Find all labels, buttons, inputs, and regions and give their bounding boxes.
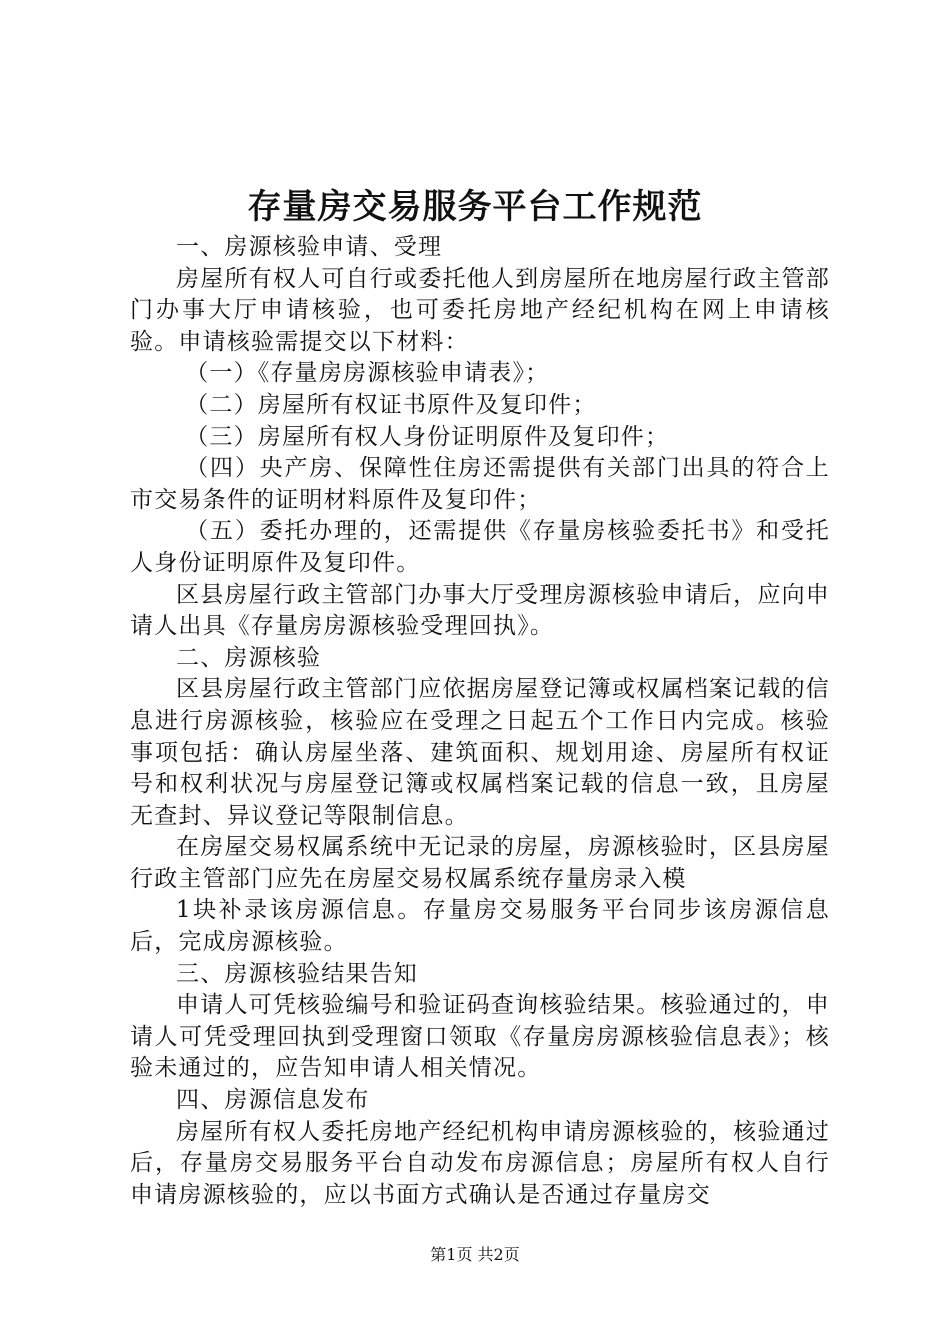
list-item: （四）央产房、保障性住房还需提供有关部门出具的符合上市交易条件的证明材料原件及复印件； xyxy=(130,455,830,513)
document-title: 存量房交易服务平台工作规范 xyxy=(247,187,703,227)
paragraph: 区县房屋行政主管部门应依据房屋登记簿或权属档案记载的信息进行房源核验，核验应在受理之日起五个工作日内完成。核验事项包括：确认房屋坐落、建筑面积、规划用途、房屋所有权证号和权利状况与房屋登记簿或权属档案记载的信息一致，且房屋无查封、异议登记等限制信息。 xyxy=(130,676,830,829)
list-item: （三）房屋所有权人身份证明原件及复印件； xyxy=(185,423,670,450)
list-item: （二）房屋所有权证书原件及复印件； xyxy=(185,391,597,418)
paragraph: 区县房屋行政主管部门办事大厅受理房源核验申请后，应向申请人出具《存量房房源核验受理回执》。 xyxy=(130,581,830,640)
section-heading-1: 一、房源核验申请、受理 xyxy=(176,234,443,260)
paragraph: 房屋所有权人可自行或委托他人到房屋所在地房屋行政主管部门办事大厅申请核验，也可委托房地产经纪机构在网上申请核验。申请核验需提交以下材料： xyxy=(130,265,830,355)
section-heading-4: 四、房源信息发布 xyxy=(176,1087,370,1114)
section-heading-3: 三、房源核验结果告知 xyxy=(176,960,418,987)
paragraph: 申请人可凭核验编号和验证码查询核验结果。核验通过的，申请人可凭受理回执到受理窗口领取《存量房房源核验信息表》；核验未通过的，应告知申请人相关情况。 xyxy=(130,992,830,1082)
paragraph: 房屋所有权人委托房地产经纪机构申请房源核验的，核验通过后，存量房交易服务平台自动发布房源信息；房屋所有权人自行申请房源核验的，应以书面方式确认是否通过存量房交 xyxy=(130,1118,830,1208)
list-item: （五）委托办理的，还需提供《存量房核验委托书》和受托人身份证明原件及复印件。 xyxy=(130,518,830,576)
page-footer: 第1页 共2页 xyxy=(430,1245,520,1264)
list-item: （一）《存量房房源核验申请表》； xyxy=(185,360,550,387)
paragraph: 1块补录该房源信息。存量房交易服务平台同步该房源信息后，完成房源核验。 xyxy=(130,897,830,956)
document-body xyxy=(130,232,830,1211)
paragraph: 在房屋交易权属系统中无记录的房屋，房源核验时，区县房屋行政主管部门应先在房屋交易权属系统存量房录入模 xyxy=(130,834,830,892)
section-heading-2: 二、房源核验 xyxy=(176,644,322,671)
